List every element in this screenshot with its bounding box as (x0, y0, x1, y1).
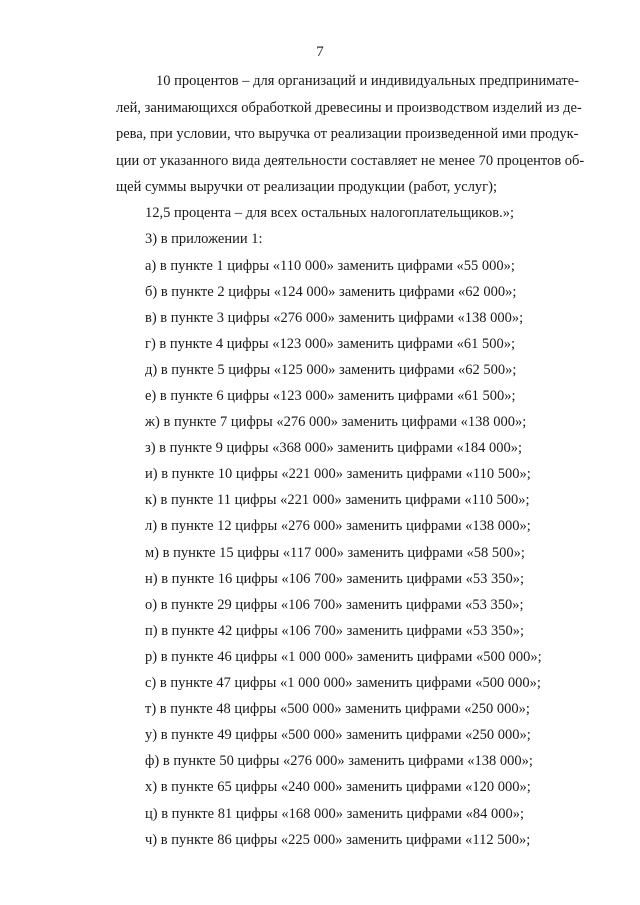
list-item: л) в пункте 12 цифры «276 000» заменить цифрами «138 000»; (145, 518, 531, 534)
list-item: п) в пункте 42 цифры «106 700» заменить цифрами «53 350»; (145, 623, 525, 639)
list-item: х) в пункте 65 цифры «240 000» заменить цифрами «120 000»; (145, 779, 531, 795)
list-item: е) в пункте 6 цифры «123 000» заменить цифрами «61 500»; (145, 388, 516, 404)
appendix-line: 3) в приложении 1: (145, 231, 263, 247)
paragraph-line: 10 процентов – для организаций и индивидуальных предпринимате- (156, 73, 579, 89)
list-item: и) в пункте 10 цифры «221 000» заменить цифрами «110 500»; (145, 466, 531, 482)
list-item: ж) в пункте 7 цифры «276 000» заменить цифрами «138 000»; (145, 414, 527, 430)
list-item: б) в пункте 2 цифры «124 000» заменить цифрами «62 000»; (145, 284, 517, 300)
list-item: ц) в пункте 81 цифры «168 000» заменить цифрами «84 000»; (145, 806, 525, 822)
list-item: с) в пункте 47 цифры «1 000 000» заменить цифрами «500 000»; (145, 675, 541, 691)
list-item: о) в пункте 29 цифры «106 700» заменить цифрами «53 350»; (145, 597, 524, 613)
rate-line: 12,5 процента – для всех остальных налогоплательщиков.»; (145, 205, 514, 221)
list-item: а) в пункте 1 цифры «110 000» заменить цифрами «55 000»; (145, 258, 515, 274)
list-item: ч) в пункте 86 цифры «225 000» заменить цифрами «112 500»; (145, 832, 531, 848)
list-item: д) в пункте 5 цифры «125 000» заменить цифрами «62 500»; (145, 362, 517, 378)
list-item: в) в пункте 3 цифры «276 000» заменить цифрами «138 000»; (145, 310, 524, 326)
paragraph-line: рева, при условии, что выручка от реализации произведенной ими продук- (116, 126, 579, 142)
page-number: 7 (316, 44, 324, 60)
list-item: к) в пункте 11 цифры «221 000» заменить цифрами «110 500»; (145, 492, 530, 508)
list-item: н) в пункте 16 цифры «106 700» заменить цифрами «53 350»; (145, 571, 525, 587)
list-item: з) в пункте 9 цифры «368 000» заменить цифрами «184 000»; (145, 440, 523, 456)
list-item: г) в пункте 4 цифры «123 000» заменить цифрами «61 500»; (145, 336, 515, 352)
intro-paragraph (116, 68, 585, 201)
list-item: ф) в пункте 50 цифры «276 000» заменить цифрами «138 000»; (145, 753, 533, 769)
list-item: р) в пункте 46 цифры «1 000 000» заменить цифрами «500 000»; (145, 649, 542, 665)
list-item: у) в пункте 49 цифры «500 000» заменить цифрами «250 000»; (145, 727, 531, 743)
list-item: м) в пункте 15 цифры «117 000» заменить цифрами «58 500»; (145, 545, 525, 561)
paragraph-line: щей суммы выручки от реализации продукции (работ, услуг); (116, 179, 497, 195)
paragraph-line: лей, занимающихся обработкой древесины и производством изделий из де- (116, 99, 582, 116)
list-item: т) в пункте 48 цифры «500 000» заменить цифрами «250 000»; (145, 701, 530, 717)
paragraph-line: ции от указанного вида деятельности составляет не менее 70 процентов об- (116, 152, 585, 169)
